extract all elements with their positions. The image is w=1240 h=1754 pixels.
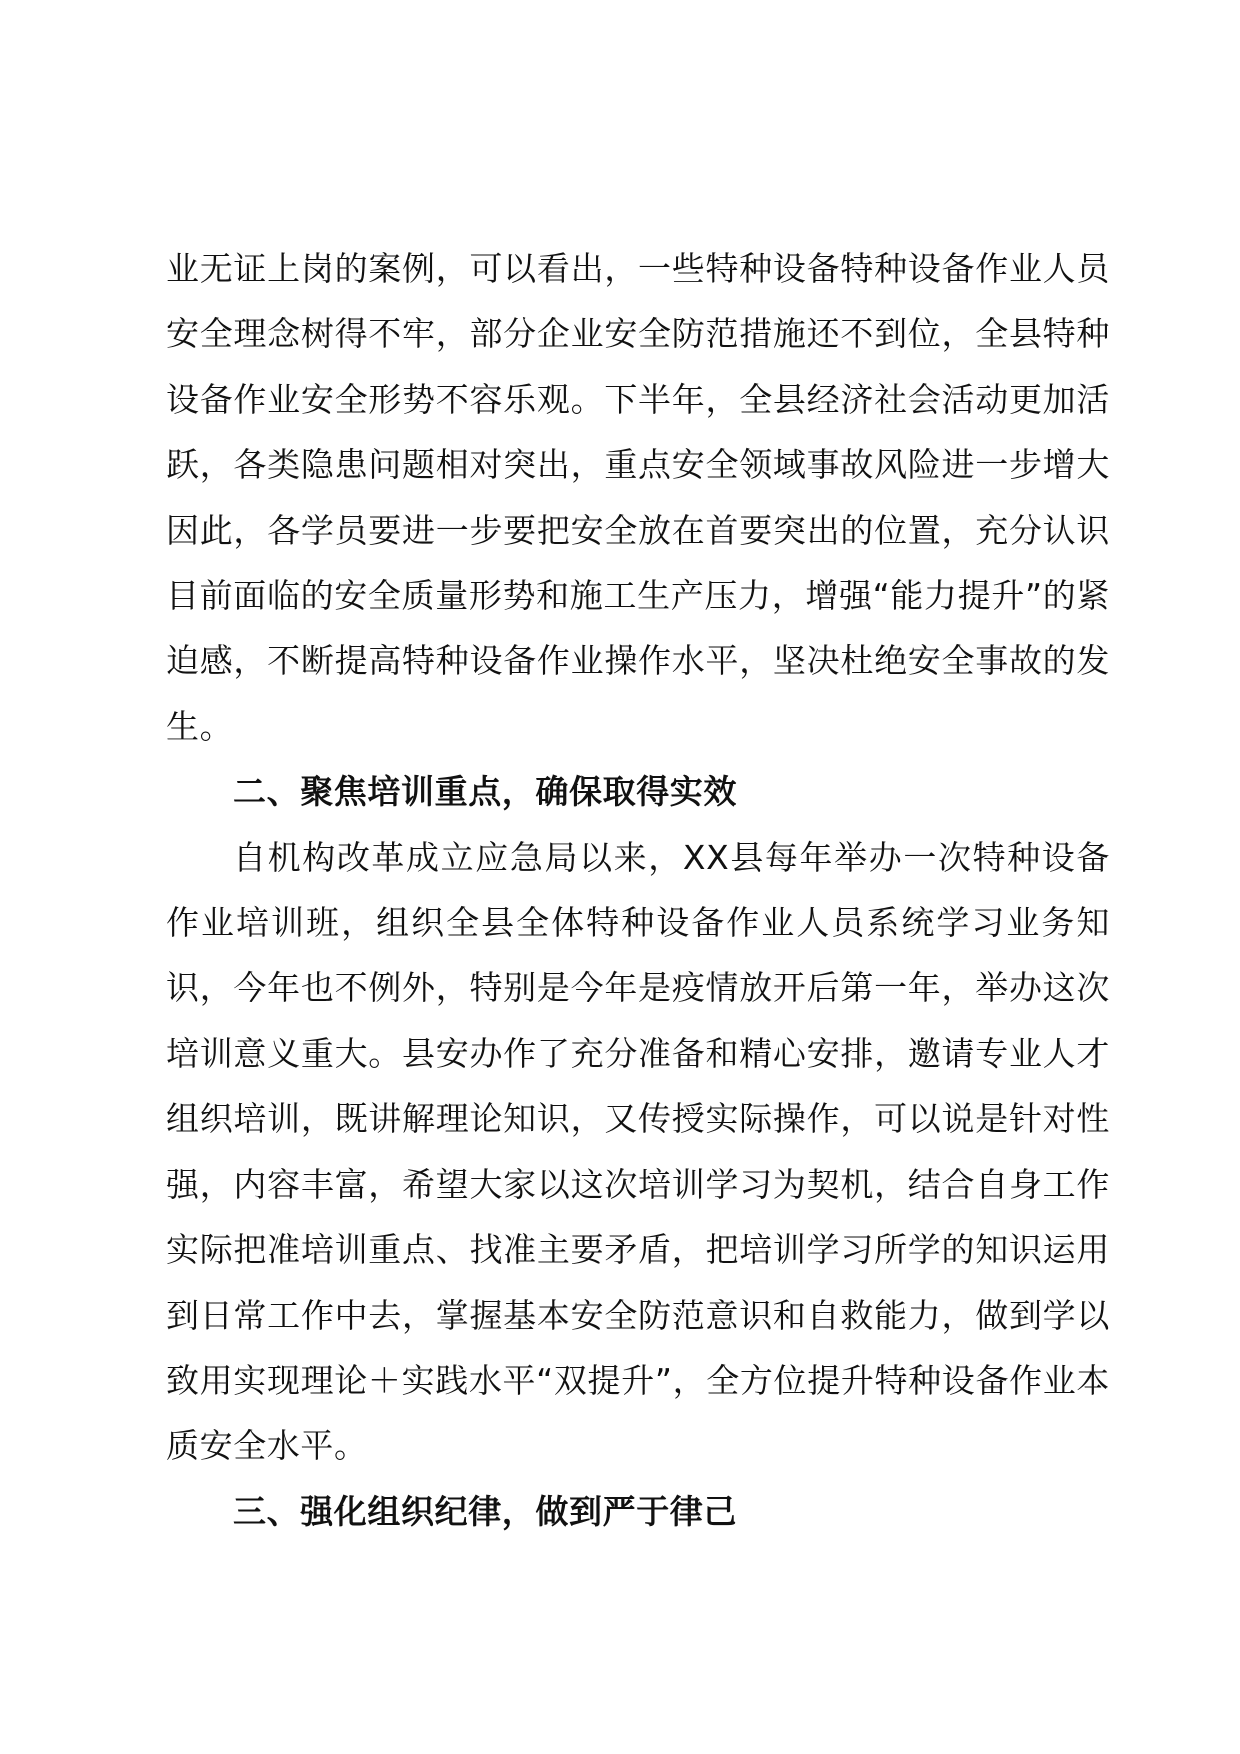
section-heading-3: 三、强化组织纪律，做到严于律己 <box>233 1491 737 1531</box>
section-heading-2: 二、聚焦培训重点，确保取得实效 <box>233 772 737 812</box>
paragraph-1: 业无证上岗的案例，可以看出，一些特种设备特种设备作业人员安全理念树得不牢，部分企业安全防范措施还不到位，全县特种设备作业安全形势不容乐观。下半年，全县经济社会活动更加活跃，各类隐患问题相对突出，重点安全领域事故风险进一步增大因此，各学员要进一步要把安全放在首要突出的位置，充分认识目前面临的安全质量形势和施工生产压力，增强“能力提升”的紧迫感，不断提高特种设备作业操作水平，坚决杜绝安全事故的发生。 <box>166 249 1110 746</box>
paragraph-2: 自机构改革成立应急局以来，XX县每年举办一次特种设备作业培训班，组织全县全体特种设备作业人员系统学习业务知识，今年也不例外，特别是今年是疫情放开后第一年，举办这次培训意义重大。县安办作了充分准备和精心安排，邀请专业人才组织培训，既讲解理论知识，又传授实际操作，可以说是针对性强，内容丰富，希望大家以这次培训学习为契机，结合自身工作实际把准培训重点、找准主要矛盾，把培训学习所学的知识运用到日常工作中去，掌握基本安全防范意识和自救能力，做到学以致用实现理论＋实践水平“双提升”，全方位提升特种设备作业本质安全水平。 <box>166 837 1110 1466</box>
document-body <box>166 236 1110 1544</box>
